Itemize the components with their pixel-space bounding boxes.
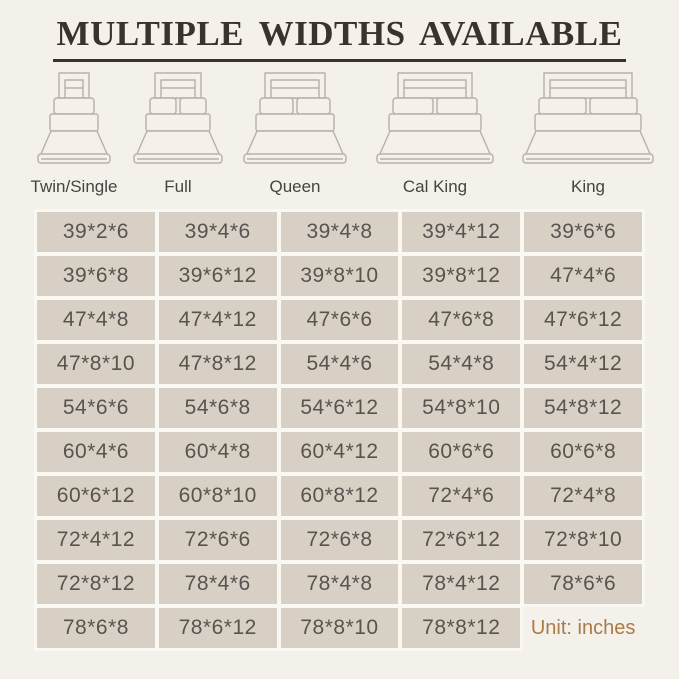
size-cell: 47*8*10 bbox=[37, 344, 155, 384]
full-bed-icon bbox=[112, 72, 244, 168]
bed-type bbox=[522, 72, 654, 197]
king-bed-icon bbox=[522, 72, 654, 168]
size-cell: 72*8*10 bbox=[524, 520, 642, 560]
size-cell: 72*6*6 bbox=[159, 520, 277, 560]
size-cell: 54*6*6 bbox=[37, 388, 155, 428]
size-cell: 72*6*12 bbox=[402, 520, 520, 560]
size-cell: 39*6*8 bbox=[37, 256, 155, 296]
size-cell: 47*6*8 bbox=[402, 300, 520, 340]
size-cell: 54*6*8 bbox=[159, 388, 277, 428]
bed-type-label: Cal King bbox=[402, 177, 468, 196]
bed-type bbox=[112, 72, 244, 197]
page-title bbox=[0, 14, 679, 62]
bed-type bbox=[369, 72, 501, 197]
size-cell: 78*4*8 bbox=[281, 564, 399, 604]
size-cell: 72*6*8 bbox=[281, 520, 399, 560]
unit-note: Unit: inches bbox=[530, 616, 636, 639]
size-cell: 54*4*6 bbox=[281, 344, 399, 384]
page-title-text: MULTIPLE WIDTHS AVAILABLE bbox=[53, 14, 627, 62]
size-grid bbox=[33, 208, 646, 652]
size-cell: 78*6*8 bbox=[37, 608, 155, 648]
bed-type-label: Full bbox=[164, 177, 192, 196]
size-cell: 54*4*12 bbox=[524, 344, 642, 384]
size-cell: 54*8*10 bbox=[402, 388, 520, 428]
bed-type-label: Queen bbox=[269, 177, 321, 196]
size-cell: 39*8*12 bbox=[402, 256, 520, 296]
size-cell: 78*6*12 bbox=[159, 608, 277, 648]
size-cell: 72*4*8 bbox=[524, 476, 642, 516]
size-cell: 47*8*12 bbox=[159, 344, 277, 384]
cal-king-bed-icon bbox=[369, 72, 501, 168]
size-cell: 78*8*12 bbox=[402, 608, 520, 648]
size-cell: 54*4*8 bbox=[402, 344, 520, 384]
size-cell: 39*6*12 bbox=[159, 256, 277, 296]
size-cell: 60*6*6 bbox=[402, 432, 520, 472]
size-cell: 39*8*10 bbox=[281, 256, 399, 296]
size-cell: 78*6*6 bbox=[524, 564, 642, 604]
size-cell: 39*4*12 bbox=[402, 212, 520, 252]
size-cell: 60*8*12 bbox=[281, 476, 399, 516]
bed-type-label: King bbox=[570, 177, 606, 196]
size-cell: 60*4*6 bbox=[37, 432, 155, 472]
size-cell: 60*4*12 bbox=[281, 432, 399, 472]
size-cell: 60*8*10 bbox=[159, 476, 277, 516]
size-cell: 47*6*6 bbox=[281, 300, 399, 340]
size-cell: 60*6*12 bbox=[37, 476, 155, 516]
size-cell: 78*4*6 bbox=[159, 564, 277, 604]
size-cell: 47*4*6 bbox=[524, 256, 642, 296]
size-cell: 47*4*12 bbox=[159, 300, 277, 340]
bed-type-label: Twin/Single bbox=[30, 177, 118, 196]
size-cell: 47*4*8 bbox=[37, 300, 155, 340]
size-cell: 39*4*8 bbox=[281, 212, 399, 252]
size-cell: 39*2*6 bbox=[37, 212, 155, 252]
size-cell: 47*6*12 bbox=[524, 300, 642, 340]
bed-types-row bbox=[0, 72, 679, 200]
size-cell: 54*8*12 bbox=[524, 388, 642, 428]
size-cell: 54*6*12 bbox=[281, 388, 399, 428]
size-cell: 78*8*10 bbox=[281, 608, 399, 648]
size-cell: 78*4*12 bbox=[402, 564, 520, 604]
queen-bed-icon bbox=[229, 72, 361, 168]
bed-type bbox=[229, 72, 361, 197]
size-cell: 72*4*6 bbox=[402, 476, 520, 516]
size-cell: 72*4*12 bbox=[37, 520, 155, 560]
size-cell: 60*6*8 bbox=[524, 432, 642, 472]
size-cell: 72*8*12 bbox=[37, 564, 155, 604]
size-cell: 39*6*6 bbox=[524, 212, 642, 252]
size-cell: 39*4*6 bbox=[159, 212, 277, 252]
size-cell: 60*4*8 bbox=[159, 432, 277, 472]
